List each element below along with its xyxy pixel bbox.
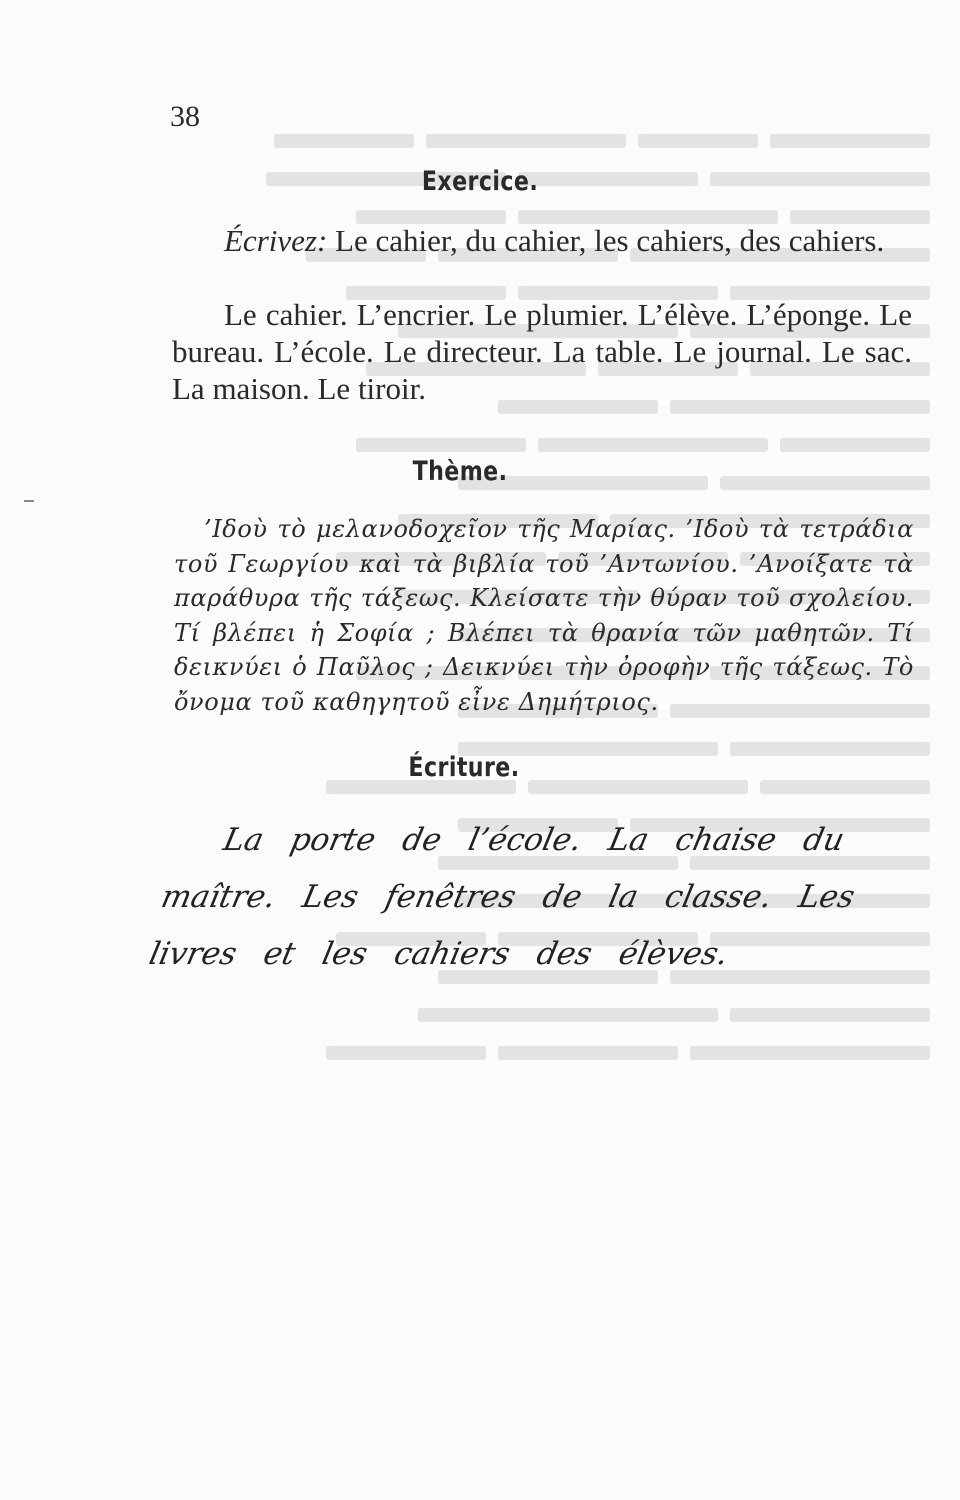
exercise-heading: Exercice. — [421, 166, 539, 197]
theme-greek-text: ’Ιδοὺ τὸ μελανοδοχεῖον τῆς Μαρίας. ’Ιδοὺ τὰ τετράδια τοῦ Γεωργίου καὶ τὰ βιβλία τοῦ ’Αντωνίου. ’Ανοίξατε τὰ παράθυρα τῆς τάξεως. Κλείσατε τὴν θύραν τοῦ σχολείου. Τί βλέπει ἡ Σοφία ; Βλέπει τὰ θρανία τῶν μαθητῶν. Τί δεικνύει ὁ Παῦλος ; Δεικνύει τὴν ὀροφὴν τῆς τάξεως. Τὸ ὄνομα τοῦ καθηγητοῦ εἶνε Δημήτριος. — [174, 515, 914, 716]
instruction-verb: Écrivez: — [224, 223, 328, 258]
margin-mark — [24, 500, 34, 502]
instruction-text: Le cahier, du cahier, les cahiers, des cahiers. — [327, 223, 885, 258]
writing-heading: Écriture. — [408, 752, 520, 783]
page-number: 38 — [170, 100, 200, 133]
theme-heading: Thème. — [412, 456, 508, 487]
writing-script-text: La porte de l’école. La chaise du maître. Les fenêtres de la classe. Les livres et les cahiers des élèves. — [145, 822, 858, 972]
exercise-word-list: Le cahier. L’encrier. Le plumier. L’élève. L’éponge. Le bureau. L’école. Le directeur. La table. Le journal. Le sac. La maison. Le tiroir. — [172, 297, 912, 406]
exercise-instruction — [172, 222, 912, 259]
